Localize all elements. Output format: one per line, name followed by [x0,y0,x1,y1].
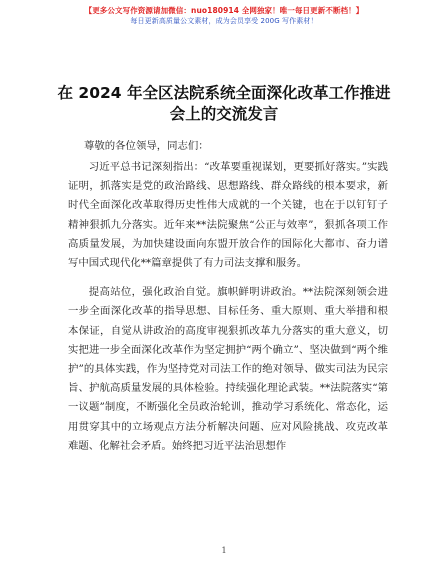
document-title-line1: 在 2024 年全区法院系统全面深化改革工作推进 [57,84,391,102]
document-title [0,83,448,125]
page-number: 1 [221,546,227,555]
promo-banner [0,6,448,26]
body-paragraph-1: 习近平总书记深刻指出：“改革要重视谋划，更要抓好落实。”实践证明，抓落实是党的政治路线、思想路线、群众路线的根本要求，新时代全面深化改革取得历史性伟大成就的一个关键，也在于以钉钉子精神狠抓九分落实。近年来**法院聚焦“公正与效率”，狠抓各项工作高质量发展，为加快建设面向东盟开放合作的国际化大都市、奋力谱写中国式现代化**篇章提供了有力司法支撑和服务。 [68,161,388,270]
document-body [68,158,388,456]
promo-banner-line2: 每日更新高质量公文素材，成为会员享受 200G 写作素材！ [130,17,318,25]
promo-banner-line1: 【更多公文写作资源请加微信：nuo180914 全网独家！唯一每日更新不断档！】 [84,6,364,15]
body-paragraph-2: 提高站位，强化政治自觉。旗帜鲜明讲政治。**法院深刻领会进一步全面深化改革的指导思想、目标任务、重大原则、重大举措和根本保证，自觉从讲政治的高度审视狠抓改革九分落实的重大意义，切实把进一步全面深化改革作为坚定拥护“两个确立”、坚决做到“两个维护”的具体实践，作为坚持党对司法工作的绝对领导、做实司法为民宗旨、护航高质量发展的具体检验。持续强化理论武装。**法院落实“第一议题”制度，不断强化全员政治轮训，推动学习系统化、常态化，运用贯穿其中的立场观点方法分析解决问题、应对风险挑战、攻克改革难题、化解社会矛盾。始终把习近平法治思想作 [68,286,388,452]
greeting: 尊敬的各位领导，同志们： [84,140,209,152]
document-title-line2: 会上的交流发言 [169,105,279,123]
